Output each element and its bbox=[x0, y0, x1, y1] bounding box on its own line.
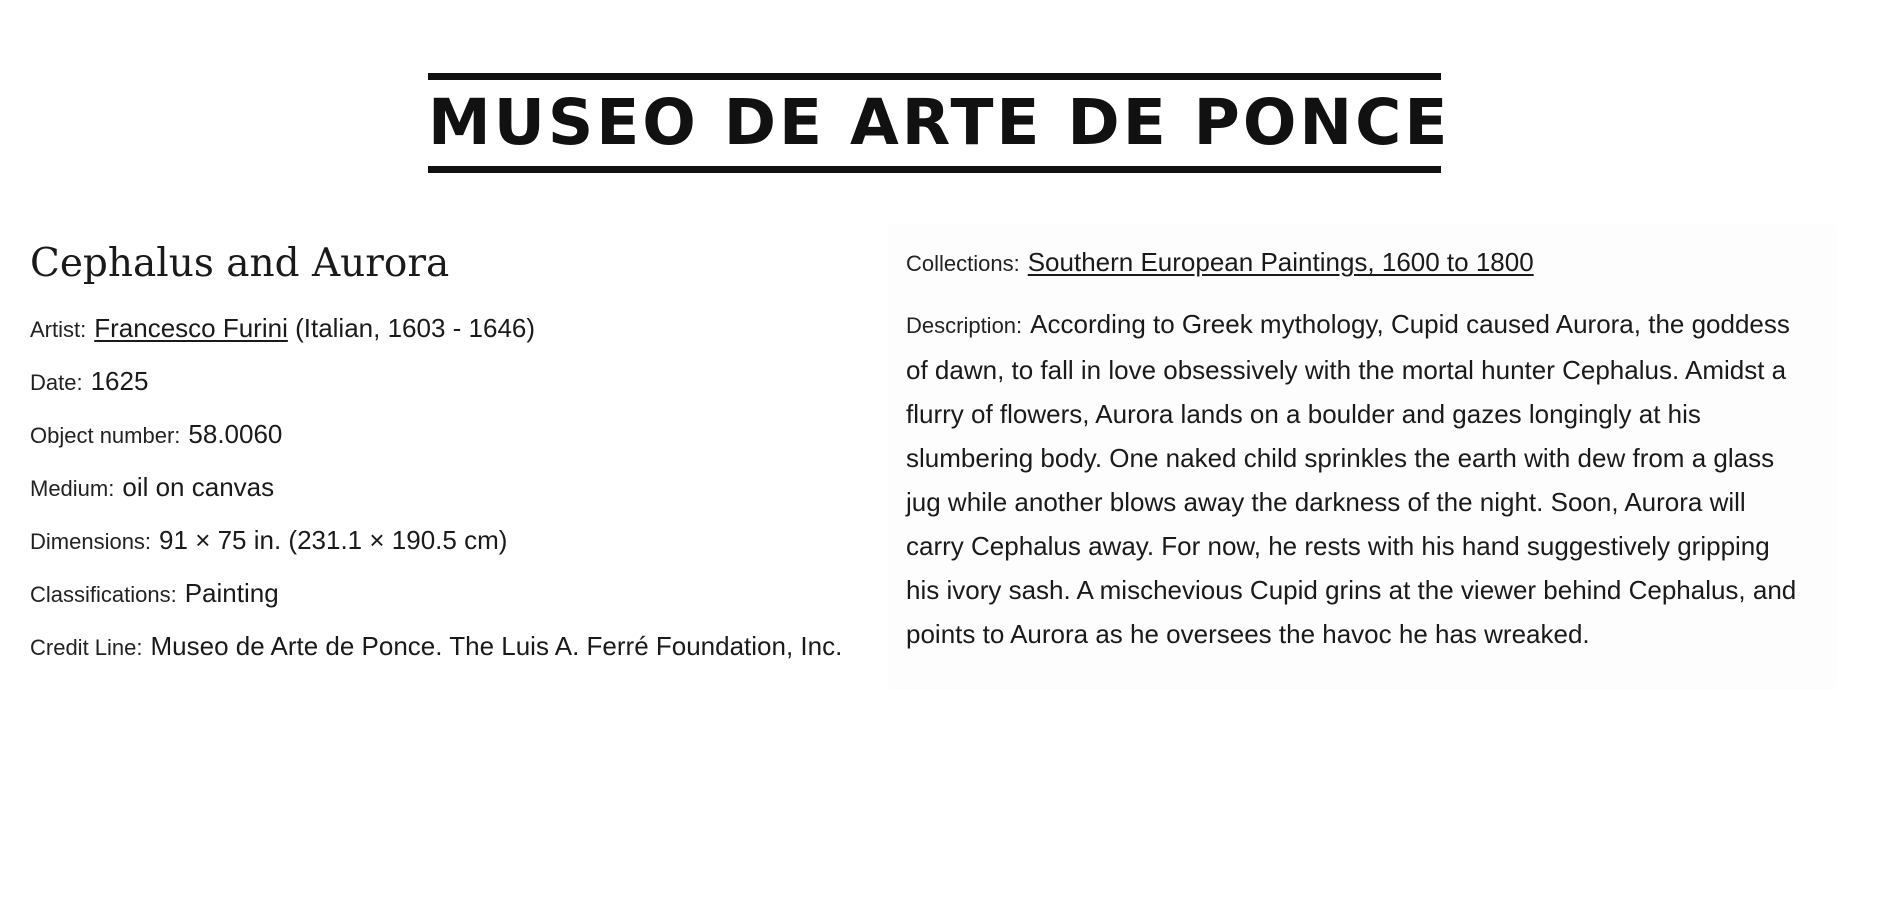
medium-value: oil on canvas bbox=[122, 472, 275, 502]
description-field bbox=[906, 302, 1806, 656]
object-number-label: Object number: bbox=[30, 423, 181, 448]
collections-label: Collections: bbox=[906, 251, 1020, 276]
description-label: Description: bbox=[906, 313, 1023, 338]
dimensions-value: 91 × 75 in. (231.1 × 190.5 cm) bbox=[159, 525, 508, 555]
classifications-value: Painting bbox=[184, 578, 279, 608]
dimensions-field bbox=[30, 520, 890, 573]
artist-details: (Italian, 1603 - 1646) bbox=[295, 313, 536, 343]
date-value: 1625 bbox=[90, 366, 149, 396]
artist-link[interactable]: Francesco Furini bbox=[94, 313, 288, 343]
medium-field bbox=[30, 467, 890, 520]
object-number-value: 58.0060 bbox=[188, 419, 283, 449]
artist-field bbox=[30, 308, 890, 361]
logo-wordmark: MUSEO DE ARTE DE PONCE bbox=[428, 86, 1451, 159]
logo-top-rule bbox=[428, 73, 1441, 80]
date-label: Date: bbox=[30, 370, 83, 395]
classifications-label: Classifications: bbox=[30, 582, 177, 607]
collections-field bbox=[906, 242, 1819, 287]
object-details bbox=[30, 236, 890, 679]
dimensions-label: Dimensions: bbox=[30, 529, 152, 554]
logo-bottom-rule bbox=[428, 166, 1441, 173]
description-text: According to Greek mythology, Cupid caused Aurora, the goddess of dawn, to fall in love obsessively with the mortal hunter Cephalus. Amidst a flurry of flowers, Aurora lands on a boulder and gazes longingly at his slumbering body. One naked child sprinkles the earth with dew from a glass jug while another blows away the darkness of the night. Soon, Aurora will carry Cephalus away. For now, he rests with his hand suggestively gripping his ivory sash. A mischevious Cupid grins at the viewer behind Cephalus, and points to Aurora as he oversees the havoc he has wreaked. bbox=[906, 309, 1797, 649]
museum-logo[interactable] bbox=[428, 73, 1451, 173]
object-title: Cephalus and Aurora bbox=[30, 241, 450, 286]
artist-label: Artist: bbox=[30, 317, 87, 342]
date-field bbox=[30, 361, 890, 414]
classifications-field bbox=[30, 573, 890, 626]
medium-label: Medium: bbox=[30, 476, 115, 501]
credit-line-value: Museo de Arte de Ponce. The Luis A. Ferré Foundation, Inc. bbox=[150, 631, 843, 661]
object-number-field bbox=[30, 414, 890, 467]
credit-line-field bbox=[30, 626, 890, 679]
credit-line-label: Credit Line: bbox=[30, 635, 143, 660]
description-panel bbox=[890, 226, 1835, 688]
collections-link[interactable]: Southern European Paintings, 1600 to 1800 bbox=[1027, 247, 1534, 277]
